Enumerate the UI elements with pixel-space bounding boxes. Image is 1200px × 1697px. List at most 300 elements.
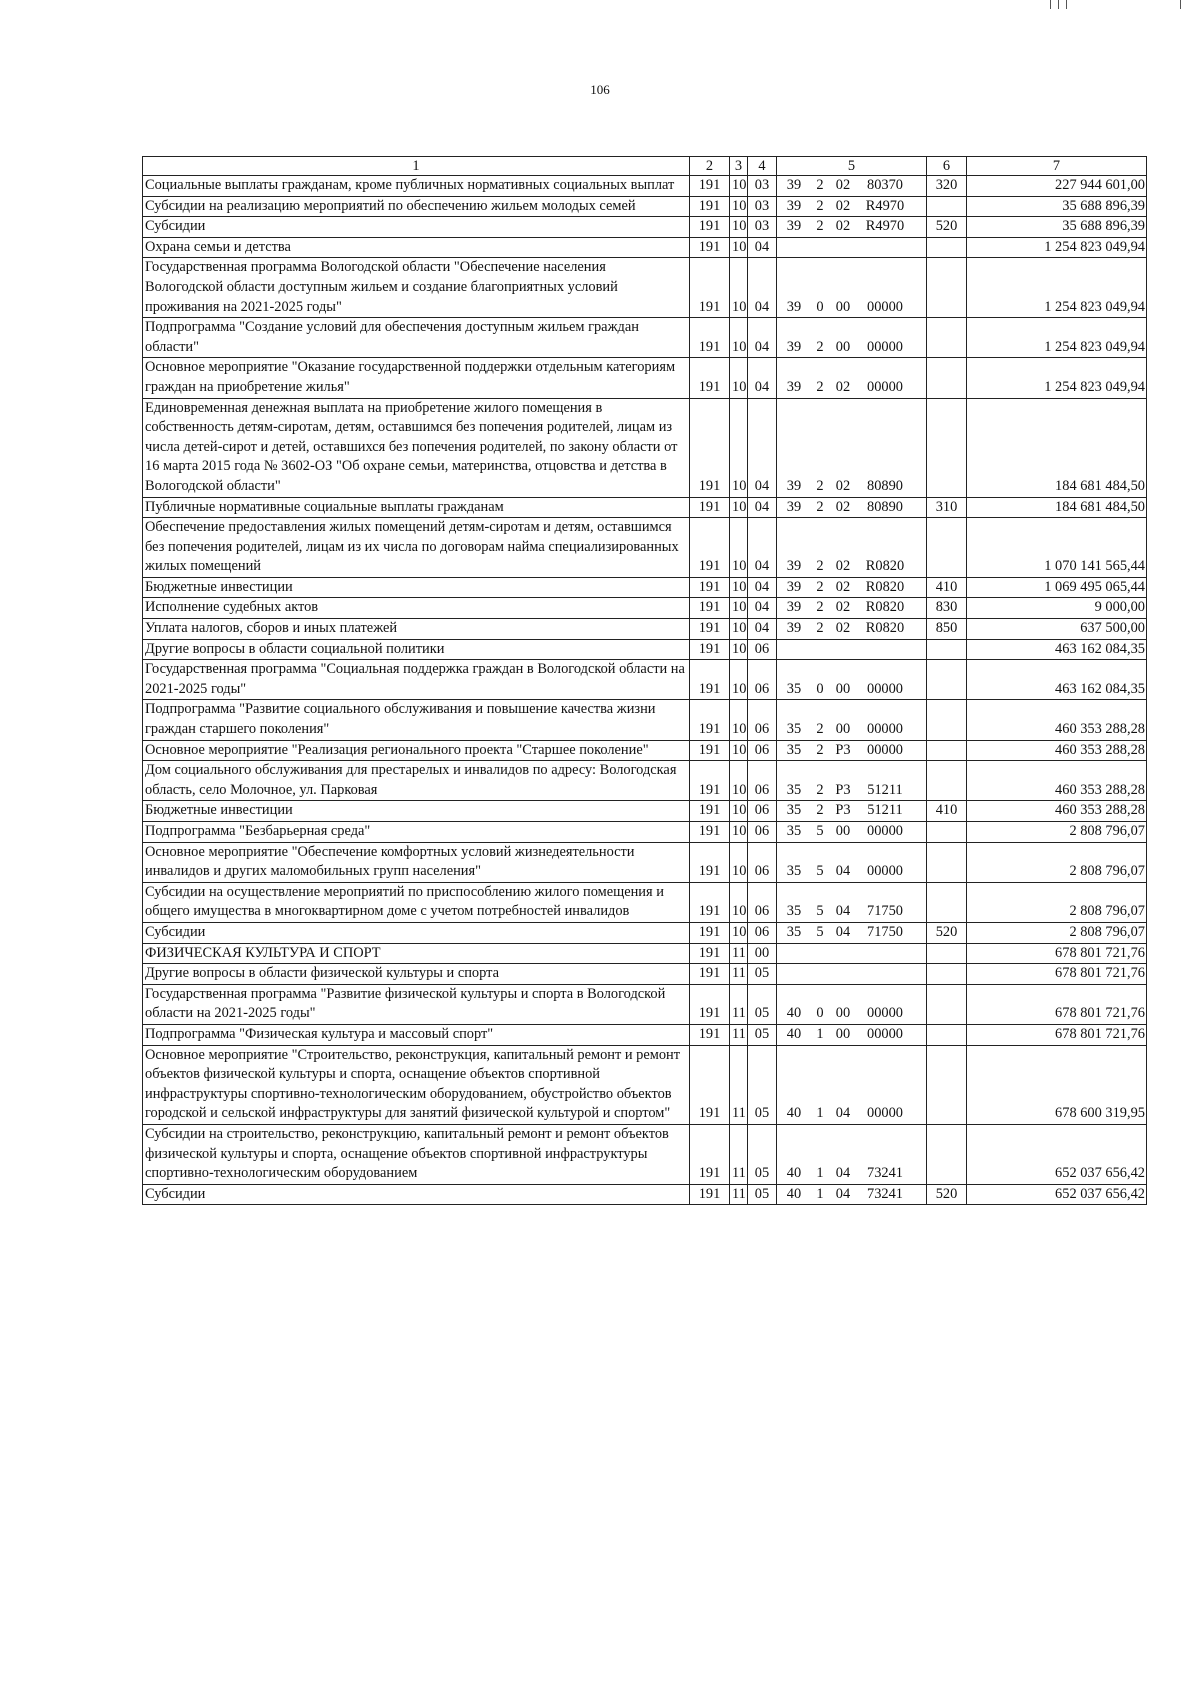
- code-subsection: 06: [748, 700, 777, 740]
- code-target-article: [777, 842, 927, 882]
- table-row: [143, 217, 1147, 238]
- code-target-article: [777, 497, 927, 518]
- code-section: 10: [730, 822, 748, 843]
- row-name: Дом социального обслуживания для престарелых и инвалидов по адресу: Вологодская область, село Молочное, ул. Парковая: [143, 761, 690, 801]
- target-article-part: 00: [835, 1025, 851, 1042]
- target-article-part: R0820: [865, 558, 905, 575]
- amount: 460 353 288,28: [967, 801, 1147, 822]
- target-article-part: 0: [816, 1005, 824, 1022]
- row-name: Подпрограмма "Создание условий для обеспечения доступным жильем граждан области": [143, 318, 690, 358]
- amount: 678 600 319,95: [967, 1045, 1147, 1124]
- target-article-part: 39: [786, 498, 802, 515]
- code-subsection: 04: [748, 258, 777, 318]
- target-article-part: 02: [835, 599, 851, 616]
- code-target-article: [777, 943, 927, 964]
- code-ministry: 191: [690, 237, 730, 258]
- code-section: 10: [730, 176, 748, 197]
- code-expense-type: [927, 1024, 967, 1045]
- code-section: 10: [730, 237, 748, 258]
- target-article-part: 04: [835, 1185, 851, 1202]
- code-section: 10: [730, 497, 748, 518]
- code-ministry: 191: [690, 700, 730, 740]
- table-row: [143, 801, 1147, 822]
- target-article-part: 00000: [867, 741, 903, 758]
- target-article-part: 02: [835, 578, 851, 595]
- amount: 678 801 721,76: [967, 964, 1147, 985]
- code-subsection: 06: [748, 822, 777, 843]
- code-expense-type: 520: [927, 217, 967, 238]
- code-subsection: 06: [748, 801, 777, 822]
- target-article-part: 39: [786, 218, 802, 235]
- code-section: 10: [730, 882, 748, 922]
- code-ministry: 191: [690, 740, 730, 761]
- table-row: [143, 258, 1147, 318]
- code-section: 11: [730, 984, 748, 1024]
- code-target-article: [777, 1124, 927, 1184]
- code-expense-type: [927, 237, 967, 258]
- row-name: Субсидии: [143, 922, 690, 943]
- code-section: 11: [730, 943, 748, 964]
- row-name: Государственная программа Вологодской области "Обеспечение населения Вологодской области доступным жильем и создание благоприятных условий проживания на 2021-2025 годы": [143, 258, 690, 318]
- code-section: 10: [730, 196, 748, 217]
- target-article-part: 40: [786, 1005, 802, 1022]
- target-article-part: P3: [835, 802, 851, 819]
- scan-corner-marks: [1042, 0, 1182, 10]
- target-article-part: 39: [786, 599, 802, 616]
- target-article-part: 2: [816, 741, 824, 758]
- row-name: Субсидии на реализацию мероприятий по обеспечению жильем молодых семей: [143, 196, 690, 217]
- table-row: [143, 577, 1147, 598]
- table-row: [143, 497, 1147, 518]
- table-row: [143, 842, 1147, 882]
- code-subsection: 06: [748, 639, 777, 660]
- code-subsection: 06: [748, 761, 777, 801]
- code-ministry: 191: [690, 398, 730, 497]
- amount: 1 070 141 565,44: [967, 518, 1147, 578]
- amount: 678 801 721,76: [967, 984, 1147, 1024]
- code-section: 10: [730, 639, 748, 660]
- code-subsection: 05: [748, 1045, 777, 1124]
- code-section: 11: [730, 1045, 748, 1124]
- code-ministry: 191: [690, 922, 730, 943]
- target-article-part: 00: [835, 298, 851, 315]
- amount: 2 808 796,07: [967, 882, 1147, 922]
- code-section: 10: [730, 700, 748, 740]
- code-target-article: [777, 217, 927, 238]
- code-section: 10: [730, 258, 748, 318]
- code-subsection: 03: [748, 217, 777, 238]
- table-row: [143, 1184, 1147, 1205]
- code-section: 10: [730, 598, 748, 619]
- target-article-part: 00000: [867, 298, 903, 315]
- code-ministry: 191: [690, 598, 730, 619]
- target-article-part: R0820: [865, 620, 905, 637]
- code-ministry: 191: [690, 217, 730, 238]
- row-name: Подпрограмма "Безбарьерная среда": [143, 822, 690, 843]
- target-article-part: 39: [786, 578, 802, 595]
- row-name: Бюджетные инвестиции: [143, 577, 690, 598]
- code-target-article: [777, 882, 927, 922]
- amount: 1 254 823 049,94: [967, 318, 1147, 358]
- target-article-part: R4970: [865, 197, 905, 214]
- target-article-part: 02: [835, 197, 851, 214]
- target-article-part: 1: [816, 1165, 824, 1182]
- target-article-part: 00000: [867, 1025, 903, 1042]
- target-article-part: 35: [786, 721, 802, 738]
- code-subsection: 03: [748, 196, 777, 217]
- code-expense-type: 410: [927, 801, 967, 822]
- table-row: [143, 237, 1147, 258]
- target-article-part: 00000: [867, 1105, 903, 1122]
- target-article-part: 35: [786, 680, 802, 697]
- table-header-row: [143, 157, 1147, 176]
- code-expense-type: [927, 398, 967, 497]
- target-article-part: 40: [786, 1165, 802, 1182]
- code-ministry: 191: [690, 964, 730, 985]
- row-name: Субсидии: [143, 217, 690, 238]
- code-expense-type: 410: [927, 577, 967, 598]
- code-subsection: 05: [748, 1184, 777, 1205]
- code-ministry: 191: [690, 943, 730, 964]
- row-name: Основное мероприятие "Реализация регионального проекта "Старшее поколение": [143, 740, 690, 761]
- amount: 227 944 601,00: [967, 176, 1147, 197]
- code-subsection: 04: [748, 598, 777, 619]
- code-expense-type: [927, 984, 967, 1024]
- amount: 1 069 495 065,44: [967, 577, 1147, 598]
- target-article-part: 2: [816, 781, 824, 798]
- row-name: Уплата налогов, сборов и иных платежей: [143, 619, 690, 640]
- row-name: Основное мероприятие "Оказание государственной поддержки отдельным категориям граждан на приобретение жилья": [143, 358, 690, 398]
- code-target-article: [777, 598, 927, 619]
- row-name: Социальные выплаты гражданам, кроме публичных нормативных социальных выплат: [143, 176, 690, 197]
- code-subsection: 00: [748, 943, 777, 964]
- table-row: [143, 700, 1147, 740]
- code-ministry: 191: [690, 518, 730, 578]
- target-article-part: 35: [786, 923, 802, 940]
- code-expense-type: [927, 358, 967, 398]
- target-article-part: 35: [786, 781, 802, 798]
- row-name: Обеспечение предоставления жилых помещений детям-сиротам и детям, оставшимся без попечения родителей, лицам из их числа по договорам найма специализированных жилых помещений: [143, 518, 690, 578]
- code-expense-type: [927, 660, 967, 700]
- table-row: [143, 639, 1147, 660]
- table-row: [143, 922, 1147, 943]
- target-article-part: 5: [816, 863, 824, 880]
- code-target-article: [777, 761, 927, 801]
- code-ministry: 191: [690, 984, 730, 1024]
- table-row: [143, 196, 1147, 217]
- code-expense-type: [927, 639, 967, 660]
- target-article-part: 39: [786, 298, 802, 315]
- target-article-part: 0: [816, 680, 824, 697]
- target-article-part: 35: [786, 823, 802, 839]
- table-row: [143, 619, 1147, 640]
- code-subsection: 03: [748, 176, 777, 197]
- target-article-part: 80890: [867, 477, 903, 494]
- code-ministry: 191: [690, 842, 730, 882]
- code-target-article: [777, 237, 927, 258]
- code-ministry: 191: [690, 176, 730, 197]
- code-target-article: [777, 740, 927, 761]
- code-expense-type: [927, 258, 967, 318]
- target-article-part: 00000: [867, 338, 903, 355]
- row-name: Основное мероприятие "Строительство, реконструкция, капитальный ремонт и ремонт объектов физической культуры и спорта, оснащение объектов спортивной инфраструктуры спортивно-технологическим оборудованием, обустройство объектов городской и сельской инфраструктуры для занятий физической культурой и спортом": [143, 1045, 690, 1124]
- code-target-article: [777, 822, 927, 843]
- code-expense-type: [927, 196, 967, 217]
- header-cell: 7: [967, 157, 1147, 176]
- header-cell: 5: [777, 157, 927, 176]
- target-article-part: 39: [786, 620, 802, 637]
- amount: 463 162 084,35: [967, 660, 1147, 700]
- code-subsection: 05: [748, 984, 777, 1024]
- amount: 2 808 796,07: [967, 922, 1147, 943]
- code-expense-type: 320: [927, 176, 967, 197]
- code-subsection: 06: [748, 842, 777, 882]
- code-expense-type: [927, 1045, 967, 1124]
- code-ministry: 191: [690, 882, 730, 922]
- code-subsection: 04: [748, 518, 777, 578]
- amount: 184 681 484,50: [967, 398, 1147, 497]
- code-target-article: [777, 984, 927, 1024]
- code-section: 11: [730, 1024, 748, 1045]
- code-expense-type: [927, 761, 967, 801]
- amount: 184 681 484,50: [967, 497, 1147, 518]
- code-ministry: 191: [690, 1024, 730, 1045]
- target-article-part: 39: [786, 378, 802, 395]
- table-row: [143, 943, 1147, 964]
- code-target-article: [777, 1045, 927, 1124]
- target-article-part: 00000: [867, 863, 903, 880]
- table-row: [143, 1024, 1147, 1045]
- code-target-article: [777, 176, 927, 197]
- code-expense-type: [927, 943, 967, 964]
- target-article-part: R4970: [865, 218, 905, 235]
- code-target-article: [777, 258, 927, 318]
- code-subsection: 04: [748, 358, 777, 398]
- target-article-part: 2: [816, 802, 824, 819]
- code-section: 10: [730, 761, 748, 801]
- table-row: [143, 358, 1147, 398]
- table-row: [143, 318, 1147, 358]
- row-name: Государственная программа "Развитие физической культуры и спорта в Вологодской области на 2021-2025 годы": [143, 984, 690, 1024]
- code-section: 10: [730, 740, 748, 761]
- target-article-part: 40: [786, 1025, 802, 1042]
- row-name: Публичные нормативные социальные выплаты гражданам: [143, 497, 690, 518]
- table-row: [143, 176, 1147, 197]
- code-expense-type: [927, 740, 967, 761]
- code-subsection: 04: [748, 619, 777, 640]
- target-article-part: 02: [835, 477, 851, 494]
- code-expense-type: [927, 1124, 967, 1184]
- code-ministry: 191: [690, 258, 730, 318]
- table-row: [143, 740, 1147, 761]
- code-target-article: [777, 1184, 927, 1205]
- target-article-part: 02: [835, 177, 851, 193]
- code-section: 11: [730, 1124, 748, 1184]
- target-article-part: 5: [816, 923, 824, 940]
- row-name: Подпрограмма "Физическая культура и массовый спорт": [143, 1024, 690, 1045]
- amount: 460 353 288,28: [967, 740, 1147, 761]
- code-target-article: [777, 577, 927, 598]
- row-name: Субсидии на осуществление мероприятий по приспособлению жилого помещения и общего имущества в многоквартирном доме с учетом потребностей инвалидов: [143, 882, 690, 922]
- code-section: 10: [730, 660, 748, 700]
- code-target-article: [777, 700, 927, 740]
- row-name: Субсидии на строительство, реконструкцию, капитальный ремонт и ремонт объектов физической культуры и спорта, оснащение объектов спортивной инфраструктуры спортивно-технологическим оборудованием: [143, 1124, 690, 1184]
- header-cell: 4: [748, 157, 777, 176]
- target-article-part: 00: [835, 680, 851, 697]
- target-article-part: 2: [816, 721, 824, 738]
- target-article-part: 40: [786, 1185, 802, 1202]
- target-article-part: 00: [835, 338, 851, 355]
- code-target-article: [777, 196, 927, 217]
- target-article-part: R0820: [865, 578, 905, 595]
- target-article-part: R0820: [865, 599, 905, 616]
- target-article-part: 39: [786, 477, 802, 494]
- row-name: Государственная программа "Социальная поддержка граждан в Вологодской области на 2021-2025 годы": [143, 660, 690, 700]
- target-article-part: 35: [786, 903, 802, 920]
- code-subsection: 06: [748, 882, 777, 922]
- target-article-part: 1: [816, 1105, 824, 1122]
- code-ministry: 191: [690, 619, 730, 640]
- code-expense-type: 520: [927, 1184, 967, 1205]
- row-name: Единовременная денежная выплата на приобретение жилого помещения в собственность детям-сиротам, детям, оставшимся без попечения родителей, лицам из числа детей-сирот и детей, оставшихся без попечения родителей, по закону области от 16 марта 2015 года № 3602-ОЗ "Об охране семьи, материнства, отцовства и детства в Вологодской области": [143, 398, 690, 497]
- code-subsection: 04: [748, 318, 777, 358]
- target-article-part: 2: [816, 378, 824, 395]
- code-section: 10: [730, 842, 748, 882]
- code-subsection: 06: [748, 922, 777, 943]
- target-article-part: 35: [786, 802, 802, 819]
- amount: 9 000,00: [967, 598, 1147, 619]
- code-section: 10: [730, 577, 748, 598]
- target-article-part: 0: [816, 298, 824, 315]
- code-subsection: 06: [748, 660, 777, 700]
- target-article-part: 00: [835, 721, 851, 738]
- code-expense-type: [927, 518, 967, 578]
- code-subsection: 04: [748, 237, 777, 258]
- target-article-part: 2: [816, 620, 824, 637]
- target-article-part: 2: [816, 218, 824, 235]
- target-article-part: 39: [786, 177, 802, 193]
- target-article-part: 2: [816, 498, 824, 515]
- code-target-article: [777, 518, 927, 578]
- target-article-part: 02: [835, 558, 851, 575]
- target-article-part: 02: [835, 498, 851, 515]
- target-article-part: 02: [835, 620, 851, 637]
- target-article-part: 00000: [867, 721, 903, 738]
- amount: 463 162 084,35: [967, 639, 1147, 660]
- code-target-article: [777, 358, 927, 398]
- target-article-part: 04: [835, 863, 851, 880]
- target-article-part: 04: [835, 923, 851, 940]
- code-ministry: 191: [690, 318, 730, 358]
- target-article-part: 00000: [867, 1005, 903, 1022]
- target-article-part: 5: [816, 823, 824, 839]
- code-section: 10: [730, 217, 748, 238]
- target-article-part: P3: [835, 781, 851, 798]
- target-article-part: 2: [816, 197, 824, 214]
- code-section: 10: [730, 398, 748, 497]
- code-target-article: [777, 660, 927, 700]
- amount: 1 254 823 049,94: [967, 237, 1147, 258]
- code-target-article: [777, 1024, 927, 1045]
- code-target-article: [777, 801, 927, 822]
- amount: 35 688 896,39: [967, 196, 1147, 217]
- code-ministry: 191: [690, 822, 730, 843]
- target-article-part: 73241: [867, 1185, 903, 1202]
- target-article-part: 02: [835, 378, 851, 395]
- code-section: 10: [730, 801, 748, 822]
- target-article-part: 00000: [867, 378, 903, 395]
- code-expense-type: [927, 318, 967, 358]
- code-expense-type: [927, 882, 967, 922]
- target-article-part: 80890: [867, 498, 903, 515]
- code-section: 10: [730, 518, 748, 578]
- code-section: 10: [730, 619, 748, 640]
- code-section: 10: [730, 358, 748, 398]
- target-article-part: 2: [816, 578, 824, 595]
- code-ministry: 191: [690, 639, 730, 660]
- target-article-part: 02: [835, 218, 851, 235]
- header-cell: 3: [730, 157, 748, 176]
- code-subsection: 04: [748, 497, 777, 518]
- amount: 678 801 721,76: [967, 1024, 1147, 1045]
- table-row: [143, 964, 1147, 985]
- header-cell: 6: [927, 157, 967, 176]
- table-row: [143, 882, 1147, 922]
- code-expense-type: 830: [927, 598, 967, 619]
- amount: 35 688 896,39: [967, 217, 1147, 238]
- target-article-part: 04: [835, 903, 851, 920]
- target-article-part: 00: [835, 823, 851, 839]
- target-article-part: 40: [786, 1105, 802, 1122]
- target-article-part: 2: [816, 599, 824, 616]
- header-cell: 1: [143, 157, 690, 176]
- target-article-part: 80370: [867, 177, 903, 193]
- amount: 652 037 656,42: [967, 1124, 1147, 1184]
- target-article-part: 00: [835, 1005, 851, 1022]
- target-article-part: 35: [786, 741, 802, 758]
- target-article-part: P3: [835, 741, 851, 758]
- table-row: [143, 660, 1147, 700]
- code-subsection: 04: [748, 577, 777, 598]
- code-target-article: [777, 619, 927, 640]
- code-expense-type: [927, 842, 967, 882]
- code-expense-type: 310: [927, 497, 967, 518]
- row-name: Подпрограмма "Развитие социального обслуживания и повышение качества жизни граждан старшего поколения": [143, 700, 690, 740]
- target-article-part: 39: [786, 338, 802, 355]
- code-target-article: [777, 964, 927, 985]
- code-target-article: [777, 398, 927, 497]
- amount: 637 500,00: [967, 619, 1147, 640]
- row-name: ФИЗИЧЕСКАЯ КУЛЬТУРА И СПОРТ: [143, 943, 690, 964]
- code-target-article: [777, 318, 927, 358]
- code-expense-type: 520: [927, 922, 967, 943]
- code-ministry: 191: [690, 761, 730, 801]
- row-name: Другие вопросы в области социальной политики: [143, 639, 690, 660]
- amount: 2 808 796,07: [967, 842, 1147, 882]
- amount: 1 254 823 049,94: [967, 258, 1147, 318]
- row-name: Исполнение судебных актов: [143, 598, 690, 619]
- code-section: 10: [730, 922, 748, 943]
- code-ministry: 191: [690, 196, 730, 217]
- code-ministry: 191: [690, 358, 730, 398]
- row-name: Бюджетные инвестиции: [143, 801, 690, 822]
- target-article-part: 71750: [867, 923, 903, 940]
- table-row: [143, 398, 1147, 497]
- target-article-part: 2: [816, 177, 824, 193]
- code-ministry: 191: [690, 1184, 730, 1205]
- target-article-part: 2: [816, 477, 824, 494]
- code-expense-type: 850: [927, 619, 967, 640]
